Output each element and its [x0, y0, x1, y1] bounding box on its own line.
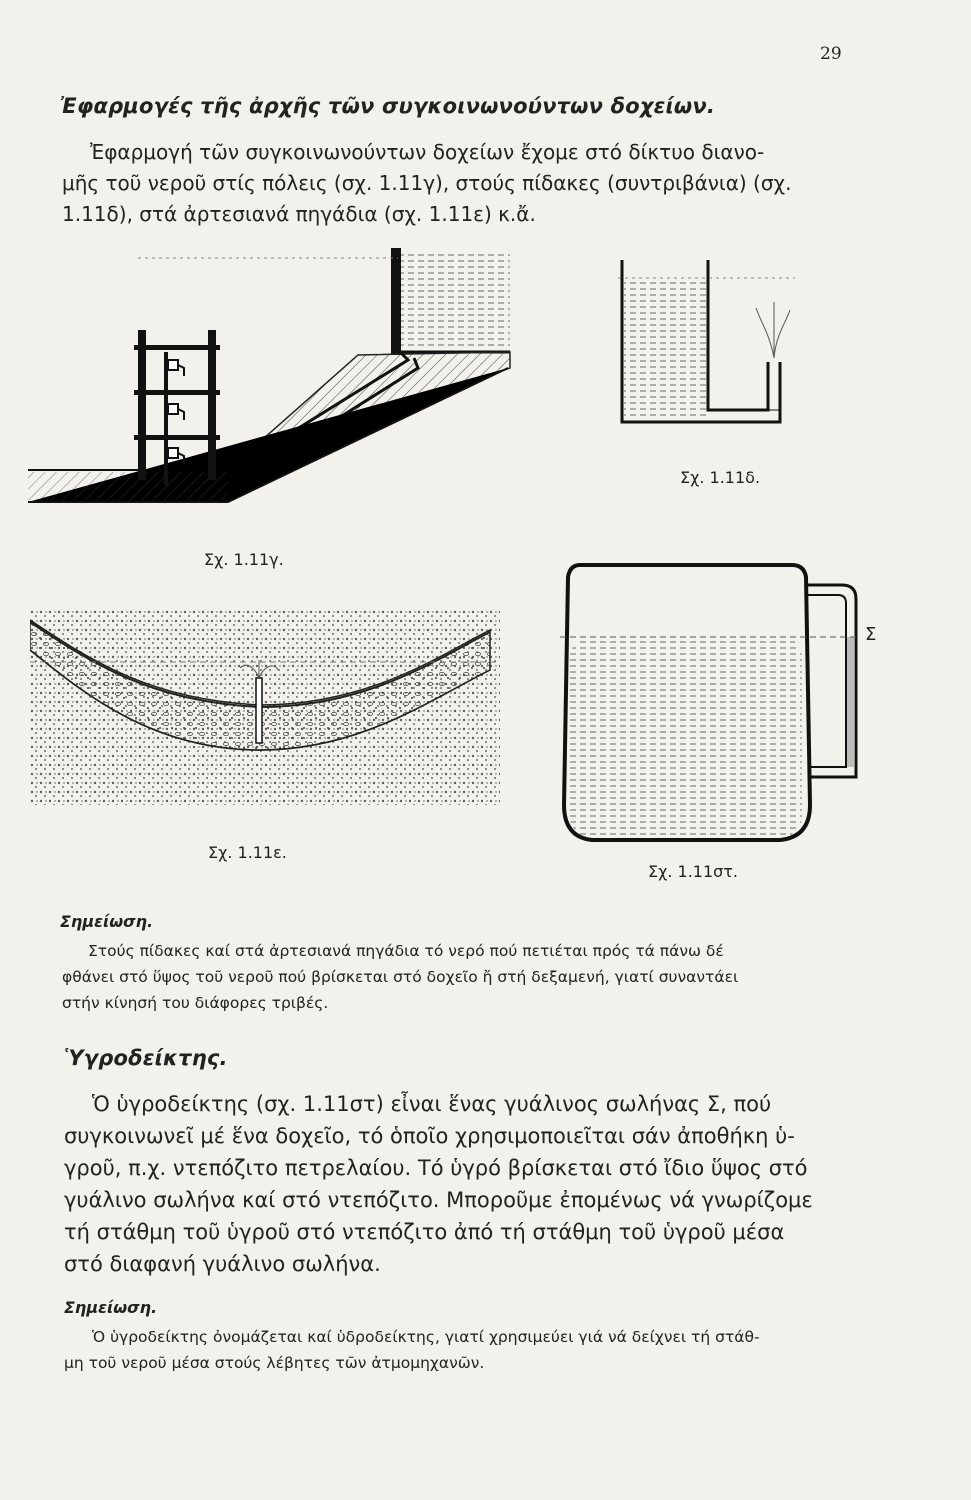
note-line: μη τοῦ νεροῦ μέσα στούς λέβητες τῶν ἀτμομηχανῶν.	[64, 1354, 485, 1372]
paragraph-line: Ὁ ὑγροδείκτης (σχ. 1.11στ) εἶναι ἕνας γυάλινος σωλήνας Σ, πού	[92, 1092, 772, 1116]
section-title-level-gauge: Ὑγροδείκτης.	[64, 1046, 228, 1070]
figure-fountain	[610, 250, 800, 440]
section-title-applications: Ἐφαρμογές τῆς ἀρχῆς τῶν συγκοινωνούντων δοχείων.	[60, 94, 716, 118]
paragraph-line: συγκοινωνεῖ μέ ἕνα δοχεῖο, τό ὁποῖο χρησιμοποιεῖται σάν ἀποθήκη ὑ-	[64, 1124, 795, 1148]
paragraph-line: 1.11δ), στά ἀρτεσιανά πηγάδια (σχ. 1.11ε) κ.ἄ.	[62, 202, 536, 226]
water-jet-icon	[756, 302, 790, 358]
reservoir-water	[400, 250, 510, 350]
paragraph-line: Ἐφαρμογή τῶν συγκοινωνούντων δοχείων ἔχομε στό δίκτυο διανο-	[90, 140, 765, 164]
caption-fig-d: Σχ. 1.11δ.	[680, 468, 761, 487]
note-line: Ὁ ὑγροδείκτης ὀνομάζεται καί ὑδροδείκτης, γιατί χρησιμεύει γιά νά δείχνει τή στάθ-	[92, 1328, 760, 1346]
note-line: Στούς πίδακες καί στά ἀρτεσιανά πηγάδια τό νερό πού πετιέται πρός τά πάνω δέ	[88, 942, 724, 960]
note-line: στήν κίνησή του διάφορες τριβές.	[62, 994, 329, 1012]
caption-fig-st: Σχ. 1.11στ.	[648, 862, 739, 881]
page-number: 29	[820, 44, 842, 64]
paragraph-line: τή στάθμη τοῦ ὑγροῦ στό ντεπόζιτο ἀπό τή στάθμη τοῦ ὑγροῦ μέσα	[64, 1220, 785, 1244]
tap-icon	[168, 360, 184, 464]
paragraph-line: γροῦ, π.χ. ντεπόζιτο πετρελαίου. Τό ὑγρό βρίσκεται στό ἴδιο ὕψος στό	[64, 1156, 808, 1180]
caption-fig-c: Σχ. 1.11γ.	[204, 550, 284, 569]
figure-water-network	[28, 240, 548, 530]
note-heading: Σημείωση.	[64, 1298, 158, 1317]
paragraph-line: μῆς τοῦ νεροῦ στίς πόλεις (σχ. 1.11γ), στούς πίδακες (συντριβάνια) (σχ.	[62, 171, 792, 195]
note-line: φθάνει στό ὕψος τοῦ νεροῦ πού βρίσκεται στό δοχεῖο ἤ στή δεξαμενή, γιατί συναντάει	[62, 968, 739, 986]
paragraph-line: στό διαφανή γυάλινο σωλήνα.	[64, 1252, 381, 1276]
building-column	[138, 330, 146, 480]
well-pipe	[256, 678, 262, 743]
tube-label: Σ	[865, 624, 877, 645]
figure-artesian-well	[30, 610, 500, 805]
note-heading: Σημείωση.	[60, 912, 154, 931]
paragraph-line: γυάλινο σωλήνα καί στό ντεπόζιτο. Μποροῦμε ἐπομένως νά γνωρίζομε	[64, 1188, 813, 1212]
caption-fig-e: Σχ. 1.11ε.	[208, 843, 287, 862]
figure-level-gauge	[560, 555, 890, 855]
